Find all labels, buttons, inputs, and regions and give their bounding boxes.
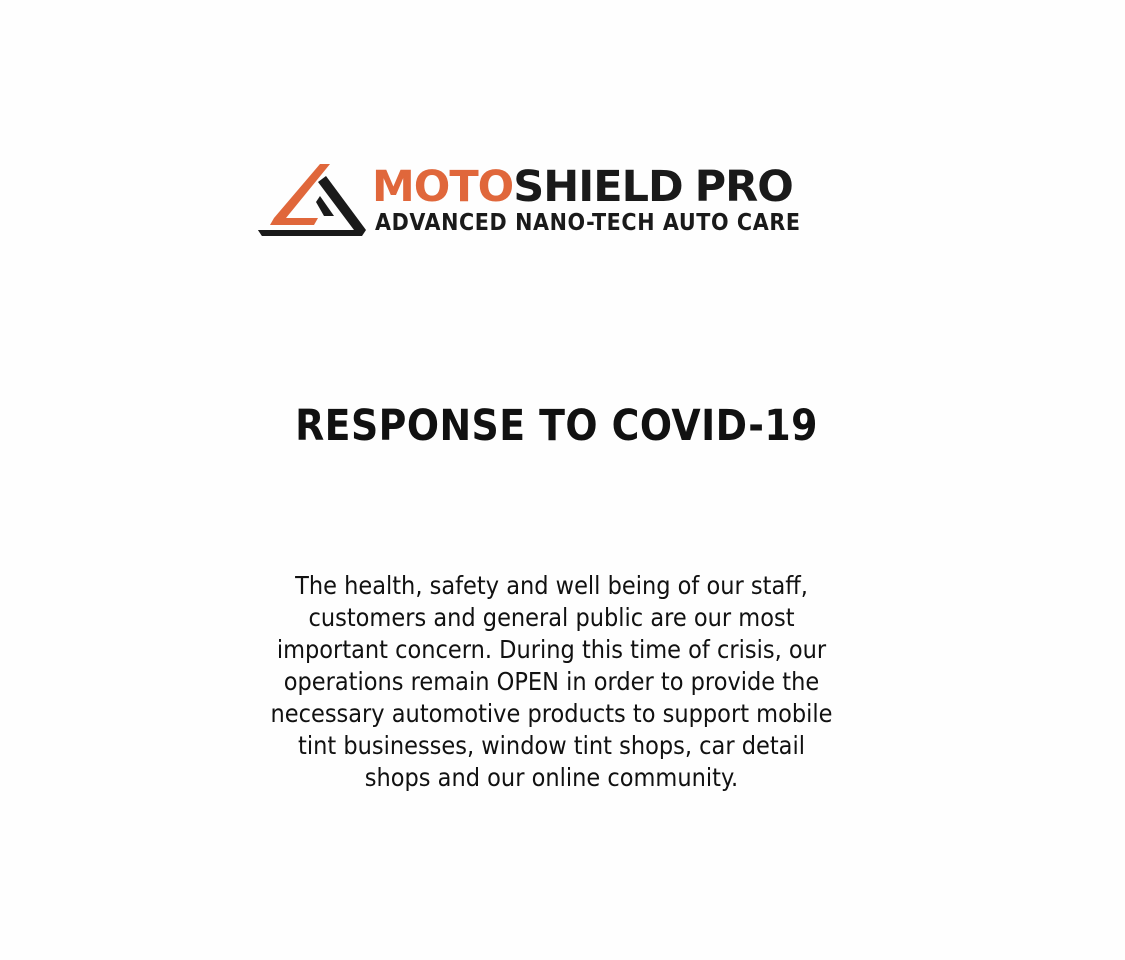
statement-line: The health, safety and well being of our staff,	[295, 571, 808, 600]
statement-line: operations remain OPEN in order to provide the	[283, 667, 820, 696]
statement-line: tint businesses, window tint shops, car detail	[298, 731, 805, 760]
statement-line: necessary automotive products to support mobile	[270, 699, 833, 728]
brand-name-pro: PRO	[694, 162, 793, 212]
motoshield-pro-logo	[258, 158, 858, 238]
brand-tagline: ADVANCED NANO-TECH AUTO CARE	[375, 210, 801, 236]
notice-statement	[200, 570, 903, 794]
statement-line: shops and our online community.	[364, 763, 739, 792]
triangle-shield-icon	[258, 158, 370, 236]
statement-line: customers and general public are our most	[308, 603, 795, 632]
statement-line: important concern. During this time of crisis, our	[276, 635, 827, 664]
brand-name	[372, 164, 793, 210]
notice-heading: RESPONSE TO COVID-19	[295, 401, 818, 451]
brand-name-shield: SHIELD	[513, 162, 683, 212]
brand-name-moto: MOTO	[372, 162, 514, 212]
